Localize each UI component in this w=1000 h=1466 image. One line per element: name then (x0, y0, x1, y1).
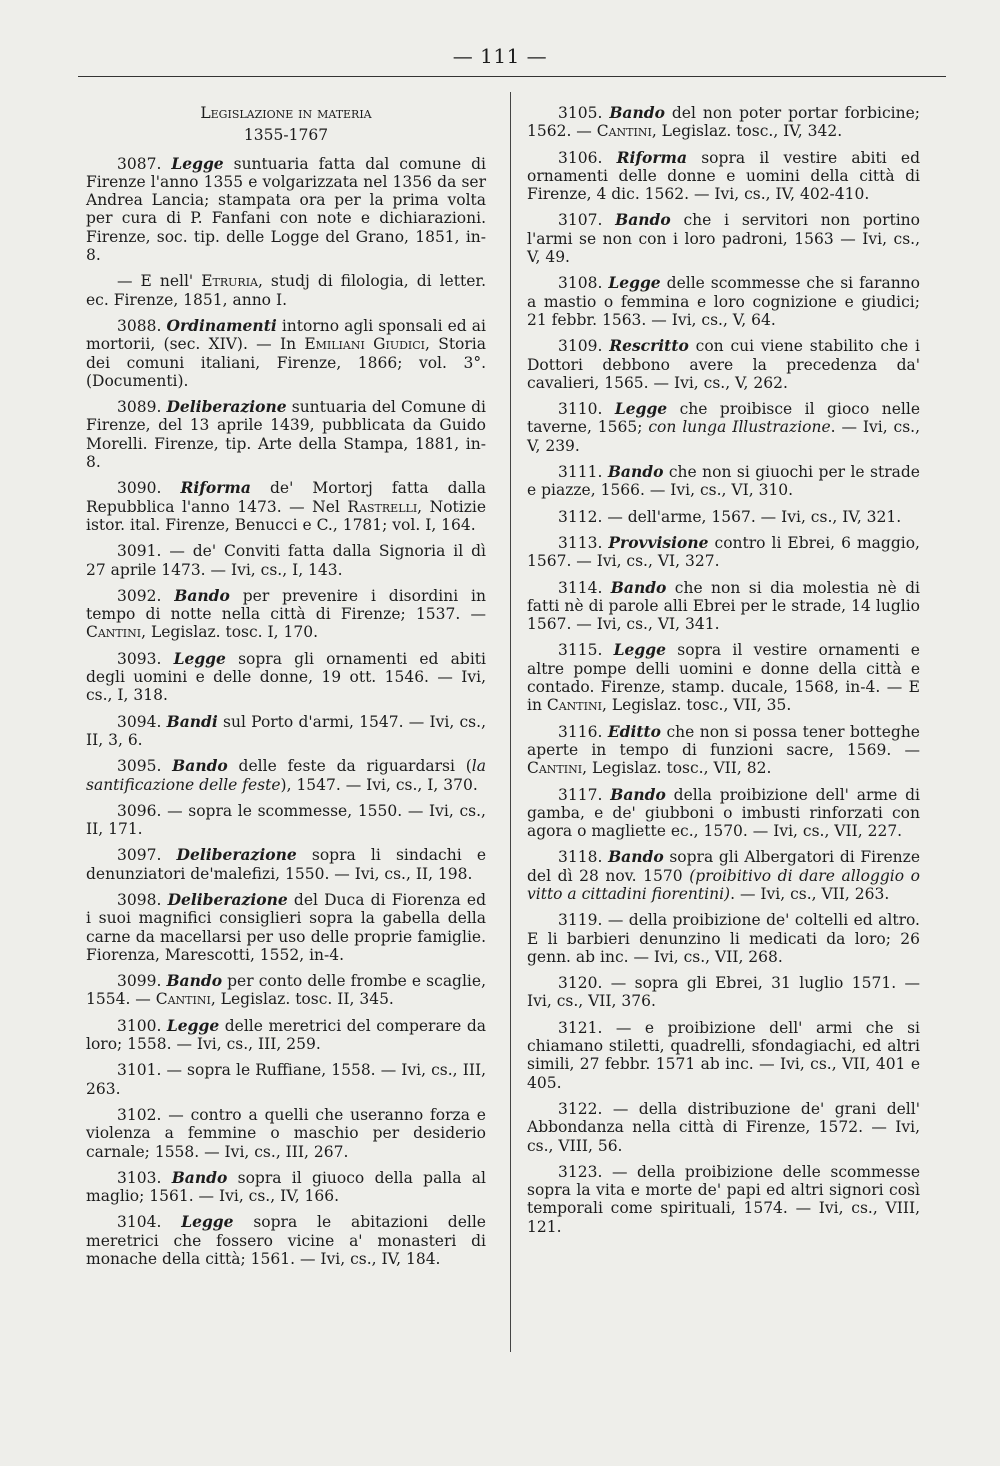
entry-number: 3091. (117, 542, 162, 561)
entry-number: 3112. (558, 507, 603, 526)
entry-smallcaps: Cantini (86, 623, 142, 642)
entry-number: 3092. (117, 586, 162, 605)
entry-number: 3118. (558, 848, 603, 867)
catalog-entry (86, 479, 486, 534)
entry-text: delle feste da riguardarsi ( (227, 757, 472, 776)
catalog-entry (527, 641, 920, 714)
entry-keyword: Bando (172, 756, 228, 776)
entry-text: delle scommesse che si faranno a mastio o femmina e loro cognizione e giudici; 21 febbr. 1563. — Ivi, cs., V, 64. (527, 274, 921, 329)
entry-keyword: Deliberazione (176, 845, 297, 865)
entry-text: che non si dia molestia nè di fatti nè di parole alli Ebrei per le strade, 14 luglio 1567. — Ivi, cs., VI, 341. (527, 578, 920, 634)
entry-text: sopra il vestire ornamenti e altre pompe delli uomini e donne della città e contado. Firenze, stamp. ducale, 1568, in-4. — E in (527, 641, 920, 715)
catalog-entry (86, 587, 486, 642)
catalog-entry (527, 723, 920, 778)
catalog-entry (527, 274, 920, 329)
section-years: 1355-1767 (243, 126, 329, 145)
entry-text: sul Porto d'armi, 1547. — Ivi, cs., II, 3, 6. (86, 712, 486, 749)
catalog-entry (86, 713, 486, 750)
entry-text: — sopra le scommesse, 1550. — Ivi, cs., II, 171. (86, 801, 486, 839)
entry-text-tail: , Legislaz. tosc. II, 345. (210, 990, 394, 1009)
entry-number: 3090. (117, 479, 162, 498)
entry-keyword: Legge (608, 273, 661, 293)
entry-number: 3097. (117, 846, 162, 865)
catalog-entry (527, 508, 920, 526)
catalog-entry (527, 104, 920, 141)
entry-text: sopra gli ornamenti ed abiti degli uomini e delle donne, 19 ott. 1546. — Ivi, cs., I, 318. (86, 649, 486, 705)
catalog-entry (527, 534, 920, 571)
entry-text: — de' Conviti fatta dalla Signoria il dì 27 aprile 1473. — Ivi, cs., I, 143. (86, 542, 486, 579)
entry-number: 3104. (117, 1213, 162, 1232)
entry-text: suntuaria fatta dal comune di Firenze l'anno 1355 e volgarizzata nel 1356 da ser Andrea Lancia; stampata ora per la prima volta per cura di P. Fanfani con note e dichiarazioni. Firenze, soc. tip. delle Logge del Grano, 1851, in-8. (86, 154, 486, 265)
entry-number: 3098. (117, 890, 162, 909)
entry-text-tail: , Legislaz. tosc. I, 170. (141, 623, 319, 642)
entry-text: sopra gli Albergatori di Firenze del dì 28 nov. 1570 (527, 848, 920, 885)
entry-text: per prevenire i disordini in tempo di notte nella città di Firenze; 1537. — (86, 586, 486, 624)
entry-text: della proibizione dell' arme di gamba, e de' giubboni o imbusti rinforzati con agora o magliette ec., 1570. — Ivi, cs., VII, 227. (527, 785, 920, 841)
entry-smallcaps: Cantini (546, 696, 602, 715)
catalog-entry (527, 1019, 920, 1092)
entry-text-tail: , Legislaz. tosc., VII, 82. (582, 759, 772, 778)
entry-keyword: Legge (181, 1212, 234, 1232)
entry-text-tail: . — Ivi, cs., V, 239. (527, 418, 921, 455)
entry-smallcaps: Etruria (201, 272, 258, 291)
entry-number: 3108. (558, 274, 603, 293)
entry-text: che i servitori non portino l'armi se non con i loro padroni, 1563 — Ivi, cs., V, 49. (527, 211, 920, 267)
entry-number: 3111. (558, 463, 603, 482)
entry-keyword: Deliberazione (166, 397, 287, 417)
entry-text: sopra il giuoco della palla al maglio; 1561. — Ivi, cs., IV, 166. (86, 1168, 486, 1206)
catalog-entry (86, 317, 486, 390)
entry-text-tail: , Legislaz. tosc., IV, 342. (651, 122, 843, 141)
entry-smallcaps: Rastrelli (347, 497, 418, 516)
catalog-entry (86, 155, 486, 265)
catalog-entry (86, 1213, 486, 1268)
entry-number: 3114. (558, 578, 603, 597)
entry-number: 3093. (117, 649, 162, 668)
catalog-entry (527, 786, 920, 841)
entry-number: 3089. (117, 398, 162, 417)
entry-number: 3095. (117, 757, 162, 776)
entry-keyword: Legge (171, 153, 224, 173)
entry-number: 3096. (117, 801, 162, 820)
entry-keyword: Rescritto (609, 336, 689, 356)
entry-number: 3121. (558, 1018, 603, 1037)
catalog-entry (527, 1100, 920, 1155)
entry-text: che non si giuochi per le strade e piazze, 1566. — Ivi, cs., VI, 310. (527, 463, 920, 500)
entry-text: del Duca di Fiorenza ed i suoi magnifici consiglieri sopra la gabella della carne da macellarsi per uso delle proprie famiglie. Fiorenza, Marescotti, 1552, in-4. (86, 890, 486, 964)
entry-text-tail: , Notizie istor. ital. Firenze, Benucci e C., 1781; vol. I, 164. (86, 497, 487, 534)
catalog-entry (86, 757, 486, 794)
entry-prefix: — E nell' (117, 272, 202, 291)
entry-text: sopra il vestire abiti ed ornamenti delle donne e uomini della città di Firenze, 4 dic. 1562. — Ivi, cs., IV, 402-410. (527, 148, 920, 204)
catalog-entry (527, 579, 920, 634)
entry-number: 3105. (558, 104, 603, 122)
catalog-entry (86, 972, 486, 1009)
entry-number: 3113. (558, 533, 603, 552)
entry-text: per conto delle frombe e scaglie, 1554. — (86, 972, 486, 1009)
entry-smallcaps: Cantini (527, 759, 583, 778)
entry-number: 3110. (558, 400, 603, 419)
entry-number: 3094. (117, 712, 162, 731)
entry-keyword: Editto (607, 721, 662, 741)
entry-text: delle meretrici del comperare da loro; 1558. — Ivi, cs., III, 259. (86, 1016, 486, 1054)
entry-keyword: Bando (609, 103, 665, 122)
entry-number: 3115. (558, 641, 603, 660)
catalog-entry (86, 1169, 486, 1206)
entry-keyword: Bando (615, 210, 671, 230)
entry-keyword: Bando (166, 971, 223, 991)
right-column (527, 104, 920, 1244)
entry-text: sopra le abitazioni delle meretrici che fossero vicine a' monasteri di monache della città; 1561. — Ivi, cs., IV, 184. (86, 1213, 486, 1269)
entry-smallcaps: Emiliani Giudici (304, 335, 426, 354)
catalog-entry (527, 974, 920, 1011)
catalog-entry (527, 211, 920, 266)
catalog-entry (86, 1106, 486, 1161)
entry-keyword: Bandi (166, 711, 218, 731)
catalog-entry (527, 149, 920, 204)
left-column (86, 104, 486, 1276)
catalog-entry (86, 272, 486, 309)
catalog-entry (86, 802, 486, 839)
entry-italic: la santificazione delle feste (86, 757, 486, 794)
entry-italic: con lunga Illustrazione (648, 418, 831, 437)
entry-text: che non si possa tener botteghe aperte in tempo di funzioni sacre, 1569. — (527, 722, 920, 759)
entry-keyword: Legge (613, 640, 666, 660)
entry-number: 3088. (117, 316, 162, 335)
entry-text: — e proibizione dell' armi che si chiamano stiletti, quadrelli, sfondagiachi, ed altri simili, 27 febbr. 1571 ab inc. — Ivi, cs., VII, 401 e 405. (527, 1018, 921, 1092)
entry-text-tail: , Storia dei comuni italiani, Firenze, 1866; vol. 3°. (Documenti). (86, 335, 486, 390)
entry-keyword: Provvisione (608, 532, 709, 552)
entry-text: de' Mortorj fatta dalla Repubblica l'anno 1473. — Nel (86, 479, 486, 516)
catalog-entry (527, 400, 920, 455)
header-rule (78, 76, 946, 77)
catalog-entry (527, 911, 920, 966)
entry-text: — sopra gli Ebrei, 31 luglio 1571. — Ivi, cs., VII, 376. (527, 974, 921, 1011)
entry-text: — della proibizione delle scommesse sopra la vita e morte de' papi ed altri signori così temporali come spirituali, 1574. — Ivi, cs., VIII, 121. (527, 1162, 920, 1236)
entry-keyword: Riforma (180, 478, 251, 498)
entry-number: 3122. (558, 1099, 603, 1118)
catalog-entry (86, 891, 486, 964)
catalog-entry (527, 848, 920, 903)
entry-text: — contro a quelli che useranno forza e violenza a femmine o maschio per desiderio carnale; 1558. — Ivi, cs., III, 267. (86, 1105, 486, 1161)
entry-keyword: Riforma (616, 147, 687, 167)
entry-number: 3107. (558, 211, 603, 230)
entry-number: 3101. (117, 1061, 162, 1080)
entry-number: 3100. (117, 1016, 162, 1035)
entry-text: intorno agli sponsali ed ai mortorii, (sec. XIV). — In (86, 316, 486, 354)
catalog-entry (86, 846, 486, 883)
catalog-entry (86, 1017, 486, 1054)
entry-keyword: Deliberazione (167, 889, 288, 909)
entry-text: del non poter portar forbicine; 1562. — (527, 104, 920, 141)
entry-keyword: Legge (166, 1015, 220, 1035)
entry-text: — della distribuzione de' grani dell' Abbondanza nella città di Firenze, 1572. — Ivi, cs., VIII, 56. (527, 1099, 920, 1155)
entry-text: con cui viene stabilito che i Dottori debbono avere la precedenza da' cavalieri, 1565. — Ivi, cs., V, 262. (527, 337, 920, 392)
entry-number: 3106. (558, 148, 603, 167)
catalog-entry (86, 650, 486, 705)
catalog-entry (86, 1061, 486, 1098)
entry-number: 3103. (117, 1168, 162, 1187)
section-heading: Legislazione in materia (200, 104, 372, 122)
entry-keyword: Ordinamenti (166, 315, 277, 335)
entry-number: 3123. (558, 1162, 603, 1181)
entry-text-tail: ), 1547. — Ivi, cs., I, 370. (280, 775, 478, 794)
catalog-entry (527, 337, 920, 392)
catalog-entry (86, 398, 486, 471)
entry-number: 3087. (117, 154, 162, 173)
entry-text: sopra li sindachi e denunziatori de'malefizi, 1550. — Ivi, cs., II, 198. (86, 846, 486, 883)
entry-number: 3109. (558, 337, 603, 356)
entry-text-tail: , Legislaz. tosc., VII, 35. (601, 696, 792, 715)
entry-number: 3099. (117, 972, 162, 991)
entry-number: 3102. (117, 1105, 162, 1124)
catalog-entry (527, 1163, 920, 1236)
entry-number: 3120. (558, 974, 603, 993)
entry-text: , studj di filologia, di letter. ec. Firenze, 1851, anno I. (86, 272, 486, 309)
entry-text: — dell'arme, 1567. — Ivi, cs., IV, 321. (607, 507, 902, 526)
entry-keyword: Legge (614, 399, 668, 419)
entry-text-tail: . — Ivi, cs., VII, 263. (730, 884, 890, 903)
entry-text: contro li Ebrei, 6 maggio, 1567. — Ivi, cs., VI, 327. (527, 533, 920, 571)
entry-text: — sopra le Ruffiane, 1558. — Ivi, cs., III, 263. (86, 1061, 486, 1098)
entry-text: suntuaria del Comune di Firenze, del 13 aprile 1439, pubblicata da Guido Morelli. Firenze, tip. Arte della Stampa, 1881, in-8. (86, 398, 486, 472)
entry-keyword: Bando (607, 462, 664, 482)
column-divider (510, 92, 511, 1352)
entry-number: 3117. (558, 785, 603, 804)
entry-keyword: Bando (171, 1167, 228, 1187)
catalog-entry (86, 542, 486, 579)
entry-italic: (proibitivo di dare alloggio o vitto a cittadini fiorentini) (527, 866, 921, 903)
entry-keyword: Bando (608, 847, 664, 867)
entry-keyword: Bando (174, 585, 230, 605)
page-number: — 111 — (452, 44, 548, 68)
entry-smallcaps: Cantini (155, 990, 211, 1009)
catalog-entry (527, 463, 920, 500)
entry-smallcaps: Cantini (596, 122, 652, 141)
entry-text: — della proibizione de' coltelli ed altro. E li barbieri denunzino li medicati da loro; 26 genn. ab inc. — Ivi, cs., VII, 268. (527, 911, 920, 966)
entry-number: 3116. (558, 722, 603, 741)
entry-keyword: Legge (173, 648, 226, 668)
entry-text: che proibisce il gioco nelle taverne, 1565; (527, 400, 920, 437)
entry-keyword: Bando (610, 577, 667, 597)
entry-keyword: Bando (610, 784, 666, 804)
entry-number: 3119. (558, 911, 603, 930)
